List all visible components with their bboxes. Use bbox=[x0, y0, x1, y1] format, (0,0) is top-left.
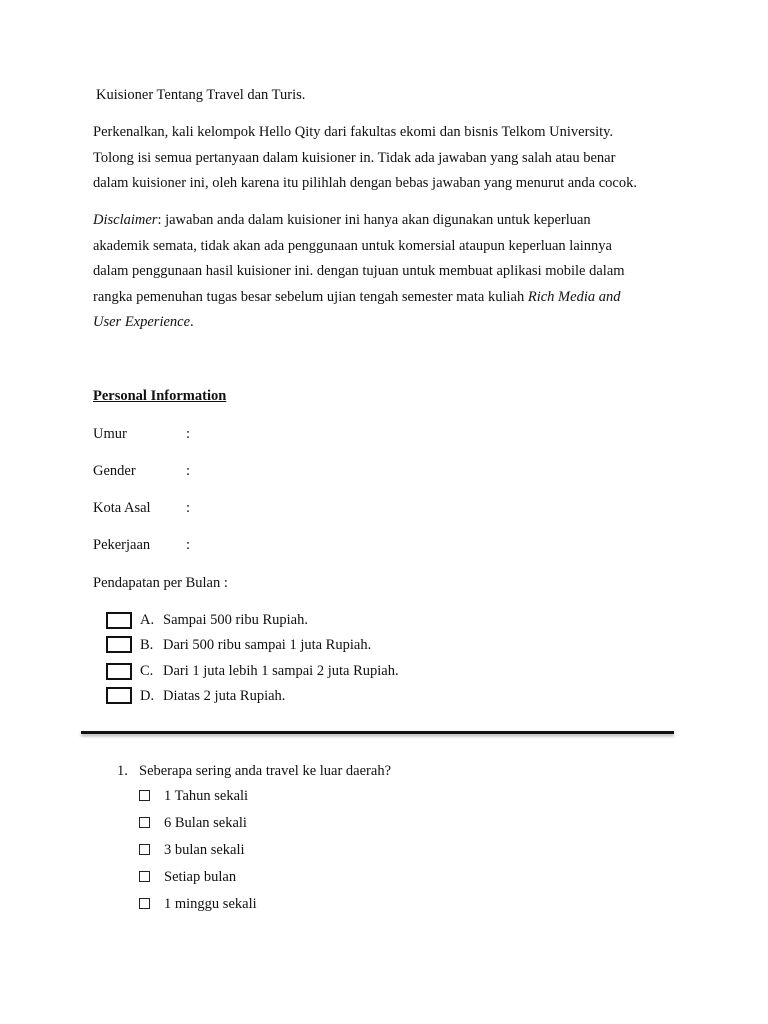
field-label-umur: Umur bbox=[93, 426, 127, 442]
intro-line: Perkenalkan, kali kelompok Hello Qity dari fakultas ekomi dan bisnis Telkom University. bbox=[93, 124, 614, 140]
disclaimer-line: dalam penggunaan hasil kuisioner ini. dengan tujuan untuk membuat aplikasi mobile dalam bbox=[93, 263, 625, 279]
option-letter: A. bbox=[140, 612, 155, 628]
income-option-d-text: Diatas 2 juta Rupiah. bbox=[163, 688, 286, 704]
field-label-gender: Gender bbox=[93, 463, 136, 479]
income-option-c-text: Dari 1 juta lebih 1 sampai 2 juta Rupiah. bbox=[163, 663, 399, 679]
question-text: Seberapa sering anda travel ke luar daerah? bbox=[139, 763, 392, 779]
disclaimer-line bbox=[93, 208, 683, 234]
answer-checkbox[interactable] bbox=[139, 817, 150, 828]
disclaimer-text: . bbox=[190, 314, 194, 330]
field-colon: : bbox=[186, 426, 191, 442]
disclaimer-text: rangka pemenuhan tugas besar sebelum ujian tengah semester mata kuliah bbox=[93, 288, 528, 305]
answer-option-label: 1 Tahun sekali bbox=[164, 788, 249, 804]
income-option-b-checkbox[interactable] bbox=[106, 636, 132, 653]
disclaimer-line bbox=[93, 310, 683, 336]
answer-checkbox[interactable] bbox=[139, 871, 150, 882]
intro-line: dalam kuisioner ini, oleh karena itu pilihlah dengan bebas jawaban yang menurut anda cocok. bbox=[93, 175, 637, 191]
option-letter: D. bbox=[140, 688, 155, 704]
document-title: Kuisioner Tentang Travel dan Turis. bbox=[96, 87, 306, 103]
intro-paragraph bbox=[93, 120, 683, 197]
answer-option bbox=[139, 842, 245, 859]
field-label-kota-asal: Kota Asal bbox=[93, 500, 151, 516]
disclaimer-label: Disclaimer bbox=[93, 212, 158, 228]
answer-option-label: 3 bulan sekali bbox=[164, 842, 245, 858]
field-colon: : bbox=[186, 463, 191, 479]
section-divider bbox=[81, 731, 674, 734]
personal-information-heading: Personal Information bbox=[93, 388, 227, 404]
answer-option bbox=[139, 815, 247, 832]
income-option-c-checkbox[interactable] bbox=[106, 663, 132, 680]
income-option-a-checkbox[interactable] bbox=[106, 612, 132, 629]
answer-option-label: Setiap bulan bbox=[164, 869, 237, 885]
intro-line: Tolong isi semua pertanyaan dalam kuisioner in. Tidak ada jawaban yang salah atau benar bbox=[93, 149, 616, 166]
answer-option-label: 6 Bulan sekali bbox=[164, 815, 247, 831]
answer-option bbox=[139, 896, 257, 913]
field-colon: : bbox=[186, 537, 191, 553]
course-name: User Experience bbox=[93, 314, 191, 330]
income-option-a-text: Sampai 500 ribu Rupiah. bbox=[163, 612, 308, 628]
disclaimer-line: akademik semata, tidak akan ada penggunaan untuk komersial ataupun keperluan lainnya bbox=[93, 237, 612, 254]
field-label-pekerjaan: Pekerjaan bbox=[93, 537, 151, 553]
field-colon: : bbox=[186, 500, 191, 516]
income-option-d-checkbox[interactable] bbox=[106, 687, 132, 704]
course-name: Rich Media and bbox=[527, 288, 621, 305]
answer-checkbox[interactable] bbox=[139, 898, 150, 909]
disclaimer-paragraph bbox=[93, 208, 683, 336]
answer-option-label: 1 minggu sekali bbox=[164, 896, 257, 912]
disclaimer-text: : jawaban anda dalam kuisioner ini hanya akan digunakan untuk keperluan bbox=[157, 212, 591, 228]
answer-option bbox=[139, 788, 248, 805]
option-letter: C. bbox=[140, 663, 154, 679]
answer-checkbox[interactable] bbox=[139, 844, 150, 855]
answer-checkbox[interactable] bbox=[139, 790, 150, 801]
income-option-b-text: Dari 500 ribu sampai 1 juta Rupiah. bbox=[163, 637, 372, 653]
income-label: Pendapatan per Bulan : bbox=[93, 575, 228, 591]
question-number: 1. bbox=[117, 763, 128, 779]
answer-option bbox=[139, 869, 236, 886]
disclaimer-line bbox=[93, 285, 683, 311]
option-letter: B. bbox=[140, 637, 154, 653]
